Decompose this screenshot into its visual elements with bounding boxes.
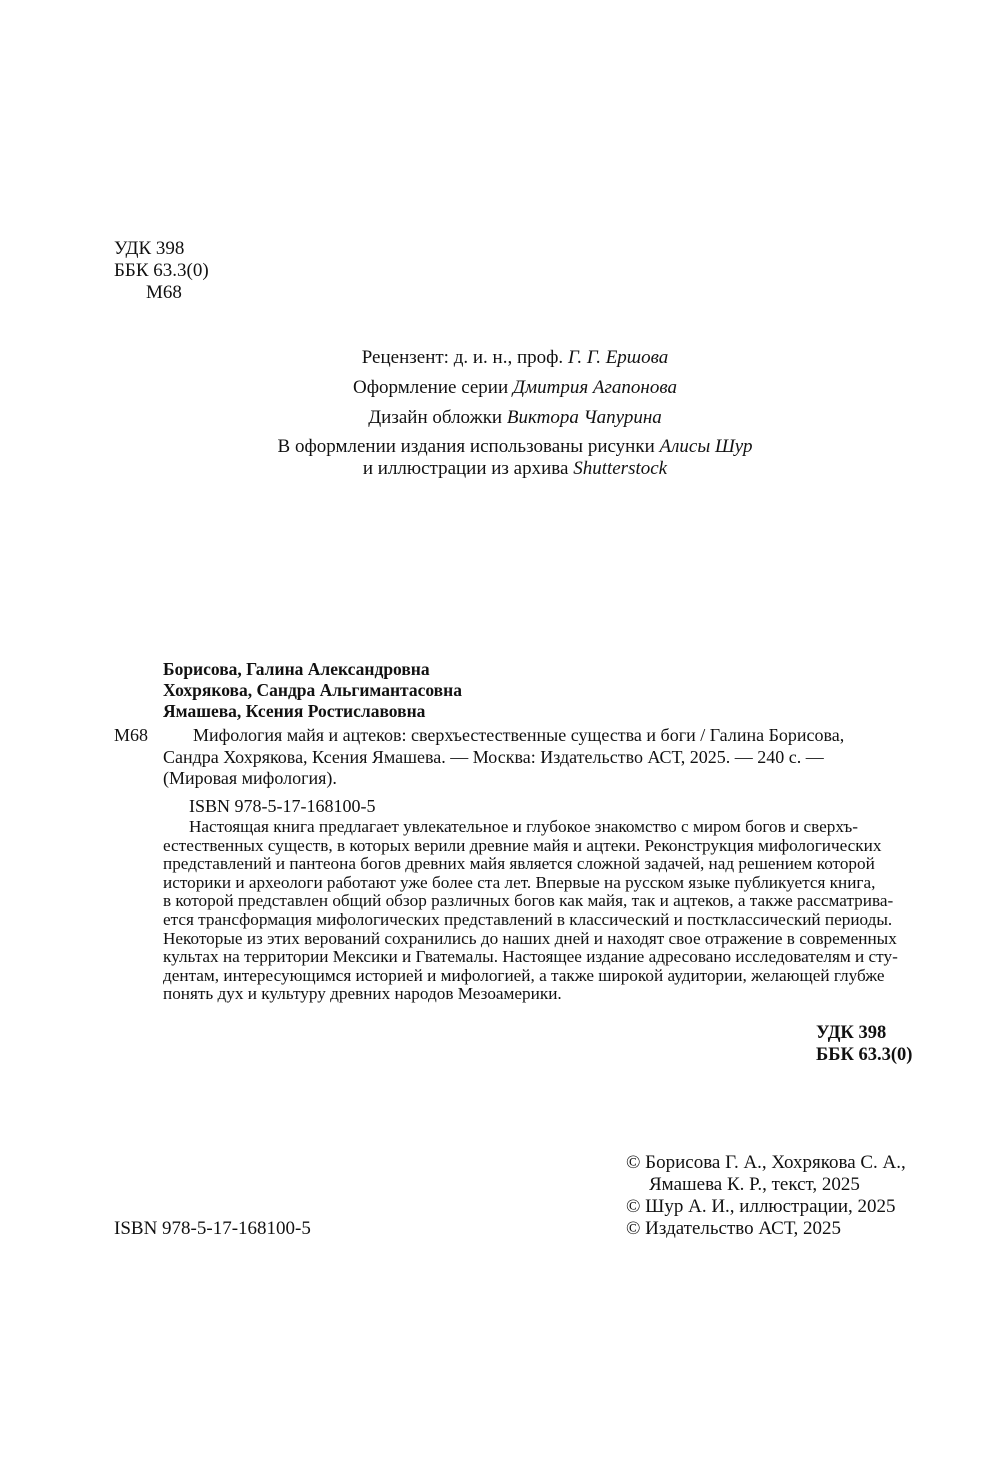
copyright-line-3: © Шур А. И., иллюстрации, 2025 <box>626 1196 896 1217</box>
catalog-line-1: Мифология майя и ацтеков: сверхъестественные существа и боги / Галина Борисова, <box>193 725 845 745</box>
annotation-line-5: в которой представлен общий обзор различных богов как майя, так и ацтеков, а также рассматрива- <box>163 891 894 911</box>
catalog-isbn: ISBN 978-5-17-168100-5 <box>189 795 376 816</box>
cover-design-label: Дизайн обложки <box>368 407 507 428</box>
illustrations-label: В оформлении издания использованы рисунки <box>277 436 660 457</box>
annotation-line-2: естественных существ, в которых верили древние майя и ацтеки. Реконструкция мифологических <box>163 835 882 855</box>
classification-bottom <box>816 1022 912 1066</box>
annotation <box>163 818 916 1004</box>
annotation-line-6: ется трансформация мифологических представлений в классический и постклассический периоды. <box>163 909 893 929</box>
authors-list <box>163 659 462 722</box>
catalog-entry <box>163 725 916 817</box>
catalog-line-2: Сандра Хохрякова, Ксения Ямашева. — Москва: Издательство АСТ, 2025. — 240 с. — <box>163 746 824 767</box>
annotation-line-4: историки и археологи работают уже более ста лет. Впервые на русском языке публикуется книга, <box>163 872 876 892</box>
archive-name: Shutterstock <box>573 458 668 479</box>
series-design-label: Оформление серии <box>353 377 513 398</box>
catalog-line-3: (Мировая мифология). <box>163 768 337 788</box>
archive-line <box>200 458 830 480</box>
annotation-line-8: культах на территории Мексики и Гватемалы. Настоящее издание адресовано исследователям и сту- <box>163 947 898 967</box>
illustrations-line <box>200 436 830 458</box>
series-design-name: Дмитрия Агапонова <box>512 377 677 398</box>
copyright-line-1: © Борисова Г. А., Хохрякова С. А., <box>626 1152 906 1173</box>
copyright-block <box>626 1152 906 1240</box>
annotation-line-3: представлений и пантеона богов древних майя является сложной задачей, над решением которой <box>163 854 875 874</box>
reviewer-line <box>200 343 830 373</box>
isbn-bottom: ISBN 978-5-17-168100-5 <box>114 1218 311 1239</box>
udk-bottom: УДК 398 <box>816 1023 887 1043</box>
udk-top: УДК 398 <box>114 238 185 259</box>
annotation-line-7: Некоторые из этих верований сохранились до наших дней и находят свое отражение в современных <box>163 928 897 948</box>
bbk-top: ББК 63.3(0) <box>114 260 209 281</box>
reviewer-name: Г. Г. Ершова <box>567 347 669 368</box>
series-design-line <box>200 373 830 403</box>
bbk-bottom: ББК 63.3(0) <box>816 1045 913 1065</box>
cover-design-line <box>200 403 830 433</box>
author-2: Хохрякова, Сандра Альгимантасовна <box>163 680 462 700</box>
illustrations-name: Алисы Шур <box>659 436 753 457</box>
author-code-top: М68 <box>146 282 182 303</box>
cover-design-name: Виктора Чапурина <box>506 407 662 428</box>
annotation-line-10: понять дух и культуру древних народов Мезоамерики. <box>163 984 562 1004</box>
archive-label: и иллюстрации из архива <box>362 458 574 479</box>
catalog-code: М68 <box>114 725 149 745</box>
annotation-line-9: дентам, интересующимся историей и мифологией, а также широкой аудитории, желающей глубже <box>163 965 885 985</box>
author-3: Ямашева, Ксения Ростиславовна <box>163 701 426 721</box>
annotation-line-1: Настоящая книга предлагает увлекательное и глубокое знакомство с миром богов и сверхъ- <box>189 817 858 836</box>
author-1: Борисова, Галина Александровна <box>163 659 430 679</box>
reviewer-label: Рецензент: д. и. н., проф. <box>361 347 568 368</box>
classification-top <box>114 238 209 304</box>
copyright-line-2: Ямашева К. Р., текст, 2025 <box>649 1174 860 1195</box>
copyright-line-4: © Издательство АСТ, 2025 <box>626 1218 842 1239</box>
credits-block <box>200 343 830 480</box>
